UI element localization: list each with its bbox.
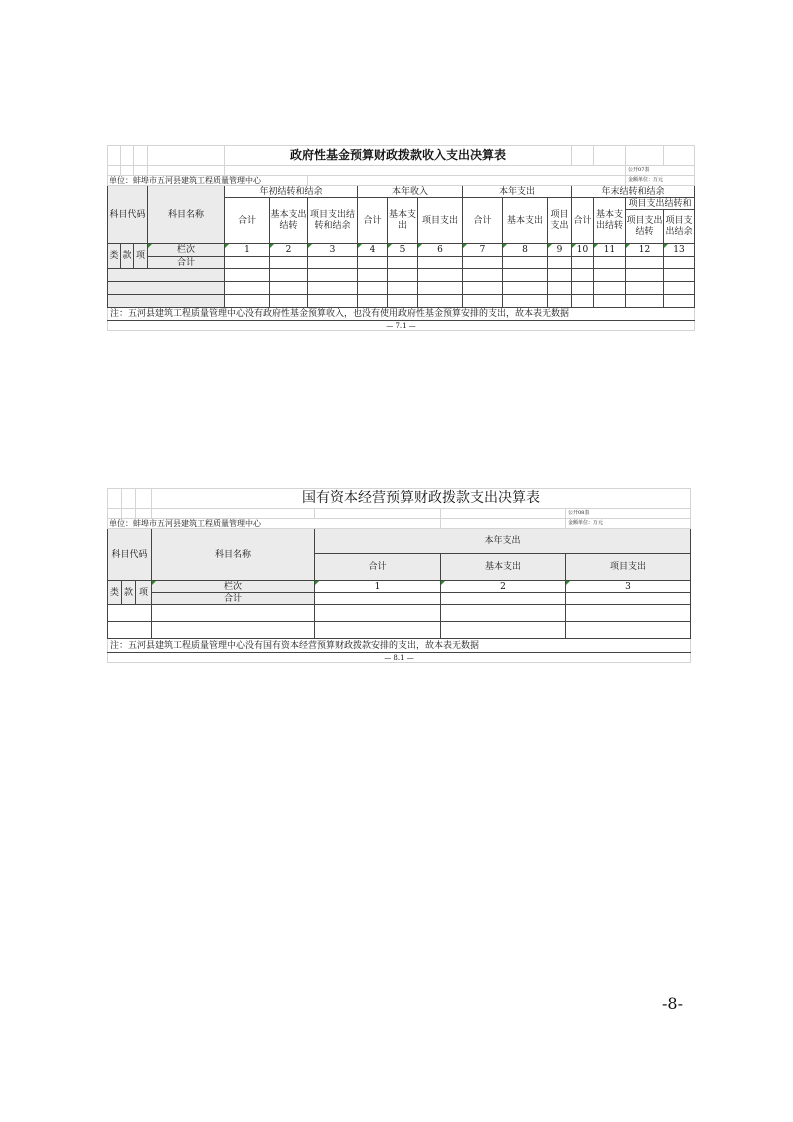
table1-group-income: 本年收入 — [358, 186, 463, 198]
table1-group-opening: 年初结转和结余 — [225, 186, 358, 198]
table1-code-header: 科目代码 — [108, 186, 148, 244]
table1-form-number: 公开07表 — [626, 166, 695, 176]
government-fund-table — [107, 145, 695, 331]
table2-form-number: 公开08表 — [566, 509, 691, 519]
table1-total-label: 合计 — [148, 257, 225, 269]
table1-col-number: 3 — [308, 244, 358, 257]
table2-unit: 单位：蚌埠市五河县建筑工程质量管理中心 — [108, 519, 441, 529]
table1-col-header: 项目支出 — [418, 198, 463, 244]
table1-col-number: 9 — [548, 244, 572, 257]
table1-col-number: 5 — [388, 244, 418, 257]
table2-class-header: 类 — [108, 581, 122, 605]
table1-col-header: 基本支出 — [388, 198, 418, 244]
table1-col-number: 12 — [626, 244, 664, 257]
table2-title: 国有资本经营预算财政拨款支出决算表 — [152, 489, 691, 509]
table1-name-header: 科目名称 — [148, 186, 225, 244]
table1-col-header: 合计 — [358, 198, 388, 244]
table1-class-header: 款 — [121, 244, 134, 269]
state-capital-table — [107, 488, 691, 663]
table2-amount-unit: 金额单位：万元 — [566, 519, 691, 529]
table2-col-number: 3 — [566, 581, 691, 593]
table2-col-header: 基本支出 — [441, 554, 566, 581]
table2-group-header: 本年支出 — [315, 529, 691, 554]
table2-col-number: 1 — [315, 581, 441, 593]
table1-amount-unit: 金额单位：万元 — [626, 176, 695, 186]
table1-col-number: 6 — [418, 244, 463, 257]
table1-col-number: 10 — [572, 244, 594, 257]
page-number: -8- — [662, 994, 683, 1013]
table1-col-number: 8 — [503, 244, 548, 257]
table2-class-header: 款 — [122, 581, 136, 605]
table-row — [108, 269, 695, 282]
table2-col-header: 项目支出 — [566, 554, 691, 581]
table1-col-header: 合计 — [572, 198, 594, 244]
table1-page-marker: — 7.1 — — [108, 321, 695, 331]
government-fund-table-sheet — [107, 145, 695, 331]
table-row — [108, 605, 691, 622]
table-row — [108, 295, 695, 308]
table1-unit: 单位：蚌埠市五河县建筑工程质量管理中心 — [108, 176, 308, 186]
table2-class-header: 项 — [136, 581, 152, 605]
table1-title: 政府性基金预算财政拨款收入支出决算表 — [225, 146, 572, 166]
table1-col-header: 合计 — [225, 198, 270, 244]
table1-col-number: 13 — [664, 244, 695, 257]
table2-note: 注：五河县建筑工程质量管理中心没有国有资本经营预算财政拨款安排的支出，故本表无数据 — [108, 639, 691, 653]
table1-col-header: 基本支出 — [503, 198, 548, 244]
table2-code-header: 科目代码 — [108, 529, 152, 581]
table1-group-expense: 本年支出 — [463, 186, 572, 198]
table1-col-header: 项目支出 — [548, 198, 572, 244]
table1-group-closing: 年末结转和结余 — [572, 186, 695, 198]
table1-class-header: 项 — [134, 244, 148, 269]
table1-col-header: 基本支出结转 — [270, 198, 308, 244]
table1-col-header: 合计 — [463, 198, 503, 244]
table-row — [108, 622, 691, 639]
table1-class-header: 类 — [108, 244, 121, 269]
table1-col-number: 7 — [463, 244, 503, 257]
table1-note: 注：五河县建筑工程质量管理中心没有政府性基金预算收入，也没有使用政府性基金预算安排的支出，故本表无数据 — [108, 308, 695, 321]
table1-sub-group-header: 项目支出结转和 — [626, 198, 695, 210]
table1-row-label: 栏次 — [148, 244, 225, 257]
table1-col-header: 项目支出结转和结余 — [308, 198, 358, 244]
table2-col-number: 2 — [441, 581, 566, 593]
table1-col-number: 4 — [358, 244, 388, 257]
table2-page-marker: — 8.1 — — [108, 653, 691, 663]
table-row — [108, 282, 695, 295]
table2-row-label: 栏次 — [152, 581, 315, 593]
table1-col-header: 项目支出结转 — [626, 210, 664, 244]
table2-col-header: 合计 — [315, 554, 441, 581]
table1-col-header: 项目支出结余 — [664, 210, 695, 244]
table2-name-header: 科目名称 — [152, 529, 315, 581]
table1-col-number: 11 — [594, 244, 626, 257]
table1-col-header: 基本支出结转 — [594, 198, 626, 244]
state-capital-table-sheet — [107, 488, 691, 663]
table1-col-number: 2 — [270, 244, 308, 257]
table1-col-number: 1 — [225, 244, 270, 257]
table2-total-label: 合计 — [152, 593, 315, 605]
